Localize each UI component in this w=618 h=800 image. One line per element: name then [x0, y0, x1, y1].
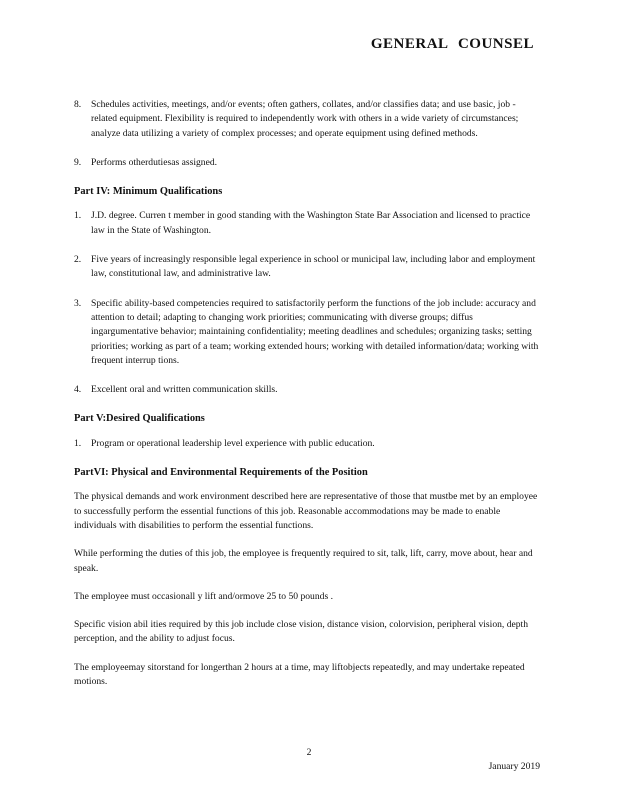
- item-number: 3.: [74, 297, 82, 309]
- section-heading-part6: PartVI: Physical and Environmental Requirements of the Position: [74, 467, 368, 479]
- page-number: 2: [306, 747, 312, 758]
- item-number: 4.: [74, 384, 82, 396]
- list-item: [74, 383, 540, 397]
- item-text: Program or operational leadership level experience with public education.: [91, 437, 375, 449]
- paragraph: Specific vision abil ities required by this job include close vision, distance vision, colorvision, peripheral vision, depth perception, and the ability to adjust focus.: [74, 619, 529, 645]
- section-heading-part5: Part V:Desired Qualifications: [74, 413, 205, 425]
- footer-date: January 2019: [488, 761, 540, 772]
- list-item: [74, 253, 540, 282]
- paragraph: The employee must occasionall y lift and/ormove 25 to 50 pounds .: [74, 590, 333, 602]
- document-body: [74, 98, 540, 703]
- item-number: 2.: [74, 254, 82, 266]
- item-text: Five years of increasingly responsible legal experience in school or municipal law, including labor and employment law, constitutional law, and administrative law.: [91, 254, 536, 280]
- paragraph: The physical demands and work environment described here are representative of those that mustbe met by an employee to successfully perform the essential functions of this job. Reasonable accommodations may be made to enable individuals with disabilities to perform the essential functions.: [74, 491, 538, 531]
- paragraph: While performing the duties of this job, the employee is frequently required to sit, talk, lift, carry, move about, hear and speak.: [74, 548, 533, 574]
- list-item: [74, 156, 540, 170]
- section-heading-part4: Part IV: Minimum Qualifications: [74, 186, 223, 198]
- list-item: [74, 297, 540, 368]
- paragraph: The employeemay sitorstand for longerthan 2 hours at a time, may liftobjects repeatedly, and may undertake repeated motions.: [74, 661, 525, 688]
- list-item: [74, 209, 540, 238]
- item-text: J.D. degree. Curren t member in good standing with the Washington State Bar Association and licensed to practice law in the State of Washington.: [91, 210, 531, 236]
- document-title: GENERAL COUNSEL: [370, 36, 534, 52]
- item-text: Performs otherdutiesas assigned.: [91, 156, 218, 168]
- item-text: Schedules activities, meetings, and/or events; often gathers, collates, and/or classifies data; and use basic, job -related equipment. Flexibility is required to independently work with others in a wide variety of circumstances; analyze data utilizing a variety of complex processes; and operate equipment using defined methods.: [91, 99, 519, 139]
- item-number: 8.: [74, 99, 82, 110]
- item-text: Excellent oral and written communication skills.: [91, 384, 278, 396]
- item-number: 9.: [74, 156, 82, 168]
- item-text: Specific ability-based competencies required to satisfactorily perform the functions of the job include: accuracy and attention to detail; adapting to changing work priorities; communicating with diverse groups; diffus ingargumentative behavior; maintaining confidentiality; meeting deadlines and schedules; organizing tasks; setting priorities; working as part of a team; working extended hours; working with detailed information/data; working with frequent interrup tions.: [91, 297, 539, 366]
- item-number: 1.: [74, 437, 82, 449]
- list-item: [74, 437, 540, 451]
- item-number: 1.: [74, 210, 82, 222]
- list-item: [74, 98, 540, 141]
